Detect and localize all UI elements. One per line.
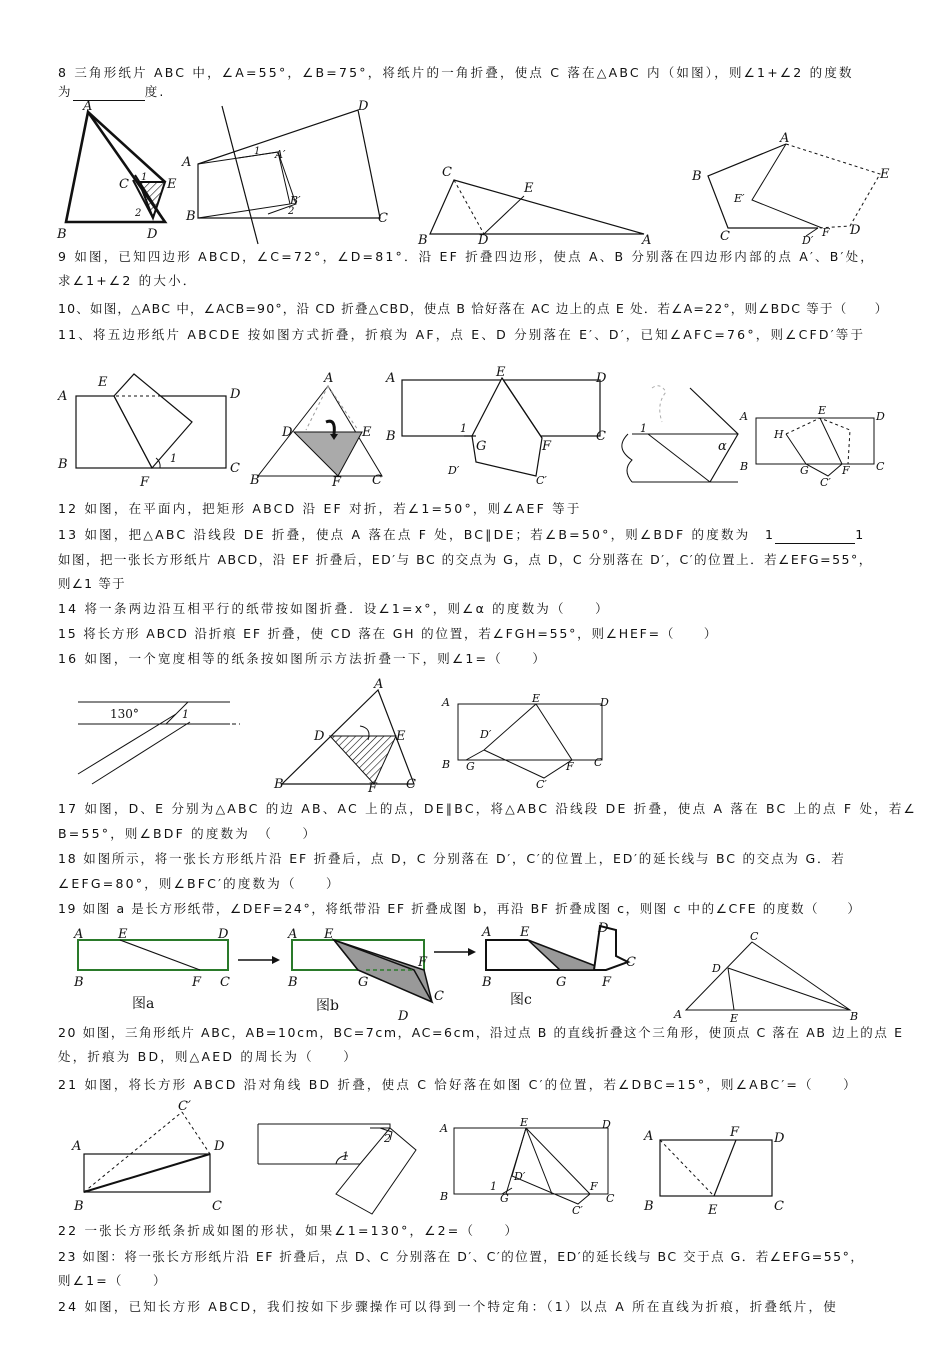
- figure-label: G: [476, 439, 487, 454]
- label-A: A: [83, 99, 93, 114]
- figure-label: A: [644, 1129, 654, 1144]
- question-20-line1: 20 如图，三角形纸片 ABC，AB=10cm，BC=7cm，AC=6cm，沿过点 B 的直线折叠这个三角形，使顶点 C 落在 AB 边上的点 E: [58, 1025, 904, 1040]
- figure-label: E: [324, 927, 334, 942]
- figure-label: F: [192, 975, 202, 990]
- figure-label: F: [590, 1180, 598, 1193]
- figure-label: D: [358, 99, 369, 114]
- question-13-line2: 如图，把一张长方形纸片 ABCD，沿 EF 折叠后，ED′与 BC 的交点为 G，点 D，C 分别落在 D′，C′的位置上．若∠EFG=55°，: [58, 552, 873, 567]
- figure-label: D′: [514, 1170, 526, 1183]
- figure-label: C: [596, 429, 606, 444]
- question-20-line2: 处，折痕为 BD，则△AED 的周长为（ ）: [58, 1049, 358, 1064]
- figure-label: C′: [536, 474, 547, 487]
- figure-label: C: [230, 461, 240, 476]
- question-23-line1: 23 如图：将一张长方形纸片沿 EF 折叠后，点 D、C 分别落在 D′、C′的位置，ED′的延长线与 BC 交于点 G．若∠EFG=55°，: [58, 1249, 865, 1264]
- question-13-line1: 13 如图，把△ABC 沿线段 DE 折叠，使点 A 落在点 F 处，BC∥DE；若∠B=50°，则∠BDF 的度数为 1 1: [58, 527, 866, 542]
- figure-q18-rectangle: [440, 692, 620, 792]
- figure-label: 1: [342, 1150, 349, 1163]
- figure-label: E: [880, 167, 890, 182]
- question-15: 15 将长方形 ABCD 沿折痕 EF 折叠，使 CD 落在 GH 的位置，若∠FGH=55°，则∠HEF=（ ）: [58, 626, 719, 641]
- figure-label: C′: [572, 1204, 583, 1217]
- figure-label: B: [386, 429, 396, 444]
- figure-label: E: [708, 1203, 718, 1218]
- figure-q17-triangle: [270, 677, 420, 796]
- figure-q16-strip: [70, 692, 250, 787]
- figure-label: F: [730, 1125, 740, 1140]
- figure-label: F: [566, 760, 574, 773]
- figure-q9-quadrilateral: [180, 96, 395, 246]
- figure-label: E: [396, 729, 406, 744]
- figure-label: B: [850, 1010, 859, 1023]
- figure-label: 1: [141, 172, 148, 183]
- question-22: 22 一张长方形纸条折成如图的形状，如果∠1=130°，∠2=（ ）: [58, 1223, 520, 1238]
- figure-label: E: [818, 404, 827, 417]
- figure-q22-strip: [250, 1118, 430, 1218]
- question-16: 16 如图，一个宽度相等的纸条按如图所示方法折叠一下，则∠1=（ ）: [58, 651, 548, 666]
- figure-label: A: [324, 371, 334, 386]
- figure-label: D: [712, 962, 721, 975]
- figure-label: F: [842, 464, 850, 477]
- figure-label: 1: [640, 422, 647, 435]
- figure-label: E: [532, 692, 541, 705]
- figure-q13-triangle: [250, 372, 390, 490]
- figure-label: B: [58, 457, 68, 472]
- question-8-line2: 为 度.: [58, 84, 166, 99]
- figure-label: D: [850, 223, 861, 238]
- question-19: 19 如图 a 是长方形纸带，∠DEF=24°，将纸带沿 EF 折叠成图 b，再沿 BF 折叠成图 c，则图 c 中的∠CFE 的度数（ ）: [58, 901, 862, 916]
- figure-label: D′: [448, 464, 460, 477]
- figure-label: H: [774, 428, 784, 441]
- figure-label: 1: [490, 1180, 497, 1193]
- figure-label: D: [876, 410, 885, 423]
- figure-label: B: [250, 473, 260, 488]
- figure-label: A: [440, 1122, 448, 1135]
- caption-c: 图c: [510, 992, 532, 1008]
- arrow-icon: [432, 942, 478, 962]
- figure-label: C: [594, 756, 603, 769]
- figure-label: B: [644, 1199, 654, 1214]
- figure-label: F: [542, 439, 552, 454]
- figure-label: A: [482, 925, 492, 940]
- figure-label: C: [626, 955, 636, 970]
- figure-label: B: [442, 758, 451, 771]
- figure-label: C: [720, 229, 730, 244]
- figure-q14-strip: [612, 376, 752, 488]
- figure-label: A: [288, 927, 298, 942]
- figure-q15-rectangle: [740, 406, 890, 488]
- figure-label: G: [556, 975, 567, 990]
- question-8-line1: 8 三角形纸片 ABC 中，∠A=55°，∠B=75°，将纸片的一角折叠，使点 C 落在△ABC 内（如图），则∠1+∠2 的度数: [58, 65, 854, 80]
- label-C: C: [119, 177, 129, 192]
- figure-label: E: [730, 1012, 739, 1025]
- caption-a: 图a: [132, 996, 155, 1012]
- figure-label: C: [406, 777, 416, 792]
- question-11: 11、将五边形纸片 ABCDE 按如图方式折叠，折痕为 AF，点 E、D 分别落在 E′、D′，已知∠AFC=76°，则∠CFD′等于: [58, 327, 866, 342]
- figure-label: A: [72, 1139, 82, 1154]
- figure-label: 2: [288, 206, 295, 217]
- figure-label: D: [230, 387, 241, 402]
- caption-b: 图b: [316, 998, 339, 1014]
- figure-q21-rectangle: [68, 1100, 238, 1218]
- figure-label: A: [442, 696, 450, 709]
- figure-label: α: [718, 439, 727, 454]
- figure-label: C: [750, 930, 759, 943]
- figure-label: C: [378, 211, 388, 226]
- figure-label: A: [58, 389, 68, 404]
- figure-label: D: [398, 1009, 409, 1024]
- figure-label: D: [602, 1118, 611, 1131]
- figure-label: 1: [182, 708, 189, 721]
- question-17-line2: B=55°，则∠BDF 的度数为 （ ）: [58, 826, 318, 841]
- figure-label: E: [520, 925, 530, 940]
- figure-label: E: [98, 375, 108, 390]
- figure-label: F: [418, 955, 428, 970]
- question-21: 21 如图，将长方形 ABCD 沿对角线 BD 折叠，使点 C 恰好落在如图 C′的位置，若∠DBC=15°，则∠ABC′=（ ）: [58, 1077, 858, 1092]
- figure-label: A: [674, 1008, 682, 1021]
- figure-label: G: [358, 975, 369, 990]
- question-18-line1: 18 如图所示，将一张长方形纸片沿 EF 折叠后，点 D，C 分别落在 D′，C′的位置上，ED′的延长线与 BC 的交点为 G．若: [58, 851, 846, 866]
- figure-label: G: [466, 760, 475, 773]
- figure-label: D: [598, 921, 609, 936]
- figure-q19-b: [282, 924, 452, 1034]
- figure-label: C: [220, 975, 230, 990]
- figure-q19-a: [68, 924, 238, 1016]
- figure-label: E: [118, 927, 128, 942]
- figure-q20-triangle: [672, 930, 867, 1025]
- figure-label: B′: [290, 194, 301, 207]
- figure-label: G: [800, 464, 809, 477]
- figure-label: 1: [254, 146, 261, 157]
- figure-label: A′: [275, 148, 286, 161]
- label-E: E: [167, 177, 177, 192]
- question-23-line2: 则∠1=（ ）: [58, 1273, 168, 1288]
- figure-label: C: [774, 1199, 784, 1214]
- figure-label: B: [418, 233, 428, 248]
- figure-label: A: [182, 155, 192, 170]
- figure-label: D: [218, 927, 229, 942]
- figure-q23-rectangle: [440, 1118, 625, 1218]
- figure-label: C′: [178, 1099, 191, 1114]
- figure-label: A: [740, 410, 748, 423]
- figure-q13b-rectangle: [384, 365, 614, 487]
- question-13-line3: 则∠1 等于: [58, 576, 126, 591]
- figure-q10-triangle: [412, 160, 657, 248]
- question-14: 14 将一条两边沿互相平行的纸带按如图折叠．设∠1=x°，则∠α 的度数为（ ）: [58, 601, 610, 616]
- figure-label: E: [496, 365, 506, 380]
- question-9-line2: 求∠1+∠2 的大小．: [58, 273, 198, 288]
- figure-label: D: [596, 371, 607, 386]
- figure-label: F: [822, 226, 830, 239]
- question-24: 24 如图，已知长方形 ABCD，我们按如下步骤操作可以得到一个特定角：（1）以点 A 所在直线为折痕，折叠纸片，使: [58, 1299, 838, 1314]
- figure-label: F: [140, 475, 150, 490]
- figure-label: E: [524, 181, 534, 196]
- answer-blank[interactable]: [775, 531, 855, 544]
- figure-label: G: [500, 1192, 509, 1205]
- figure-label: E: [362, 425, 372, 440]
- figure-label: A: [374, 677, 384, 692]
- figure-label: 130°: [110, 707, 139, 721]
- figure-label: F: [368, 781, 378, 796]
- figure-label: F: [332, 475, 342, 490]
- figure-label: 2: [135, 208, 142, 219]
- figure-label: A: [642, 233, 652, 248]
- figure-label: C: [434, 989, 444, 1004]
- figure-label: D: [600, 696, 609, 709]
- figure-label: E: [520, 1116, 529, 1129]
- figure-label: 2: [384, 1132, 391, 1145]
- figure-label: B: [74, 975, 84, 990]
- figure-label: D: [314, 729, 325, 744]
- figure-label: C: [212, 1199, 222, 1214]
- label-B: B: [57, 227, 67, 242]
- figure-label: C′: [536, 778, 547, 791]
- figure-label: 1: [170, 452, 177, 465]
- figure-label: A: [780, 131, 790, 146]
- question-18-line2: ∠EFG=80°，则∠BFC′的度数为（ ）: [58, 876, 341, 891]
- figure-label: D: [478, 233, 489, 248]
- figure-label: D: [774, 1131, 785, 1146]
- figure-q11-pentagon: [690, 131, 900, 247]
- figure-label: C′: [820, 476, 831, 489]
- figure-label: D′: [802, 234, 814, 247]
- figure-label: B: [740, 460, 749, 473]
- figure-label: B: [692, 169, 702, 184]
- figure-label: C: [442, 165, 452, 180]
- figure-q8-triangle: [55, 100, 195, 245]
- figure-label: B: [74, 1199, 84, 1214]
- figure-q24-rectangle: [640, 1122, 800, 1218]
- figure-label: D′: [480, 728, 492, 741]
- figure-label: E′: [734, 192, 745, 205]
- figure-label: 1: [460, 422, 467, 435]
- figure-label: D: [282, 425, 293, 440]
- figure-label: C: [876, 460, 885, 473]
- figure-label: B: [482, 975, 492, 990]
- figure-label: D: [214, 1139, 225, 1154]
- figure-label: B: [186, 209, 196, 224]
- figure-label: A: [386, 371, 396, 386]
- figure-label: B: [288, 975, 298, 990]
- question-10: 10、如图，△ABC 中，∠ACB=90°，沿 CD 折叠△CBD，使点 B 恰好落在 AC 边上的点 E 处．若∠A=22°，则∠BDC 等于（ ）: [58, 301, 889, 316]
- figure-q12-rectangle: [52, 370, 247, 490]
- label-D: D: [147, 227, 158, 242]
- question-12: 12 如图，在平面内，把矩形 ABCD 沿 EF 对折，若∠1=50°，则∠AEF 等于: [58, 501, 582, 516]
- figure-label: C: [606, 1192, 615, 1205]
- figure-label: F: [602, 975, 612, 990]
- figure-label: B: [274, 777, 284, 792]
- figure-label: A: [74, 927, 84, 942]
- figure-label: B: [440, 1190, 449, 1203]
- question-9-line1: 9 如图，已知四边形 ABCD，∠C=72°，∠D=81°．沿 EF 折叠四边形，使点 A、B 分别落在四边形内部的点 A′、B′处，: [58, 249, 875, 264]
- question-17-line1: 17 如图，D、E 分别为△ABC 的边 AB、AC 上的点，DE∥BC，将△ABC 沿线段 DE 折叠，使点 A 落在 BC 上的点 F 处，若∠: [58, 801, 917, 816]
- figure-q19-c: [476, 918, 646, 1010]
- figure-label: C: [372, 473, 382, 488]
- arrow-icon: [236, 950, 282, 970]
